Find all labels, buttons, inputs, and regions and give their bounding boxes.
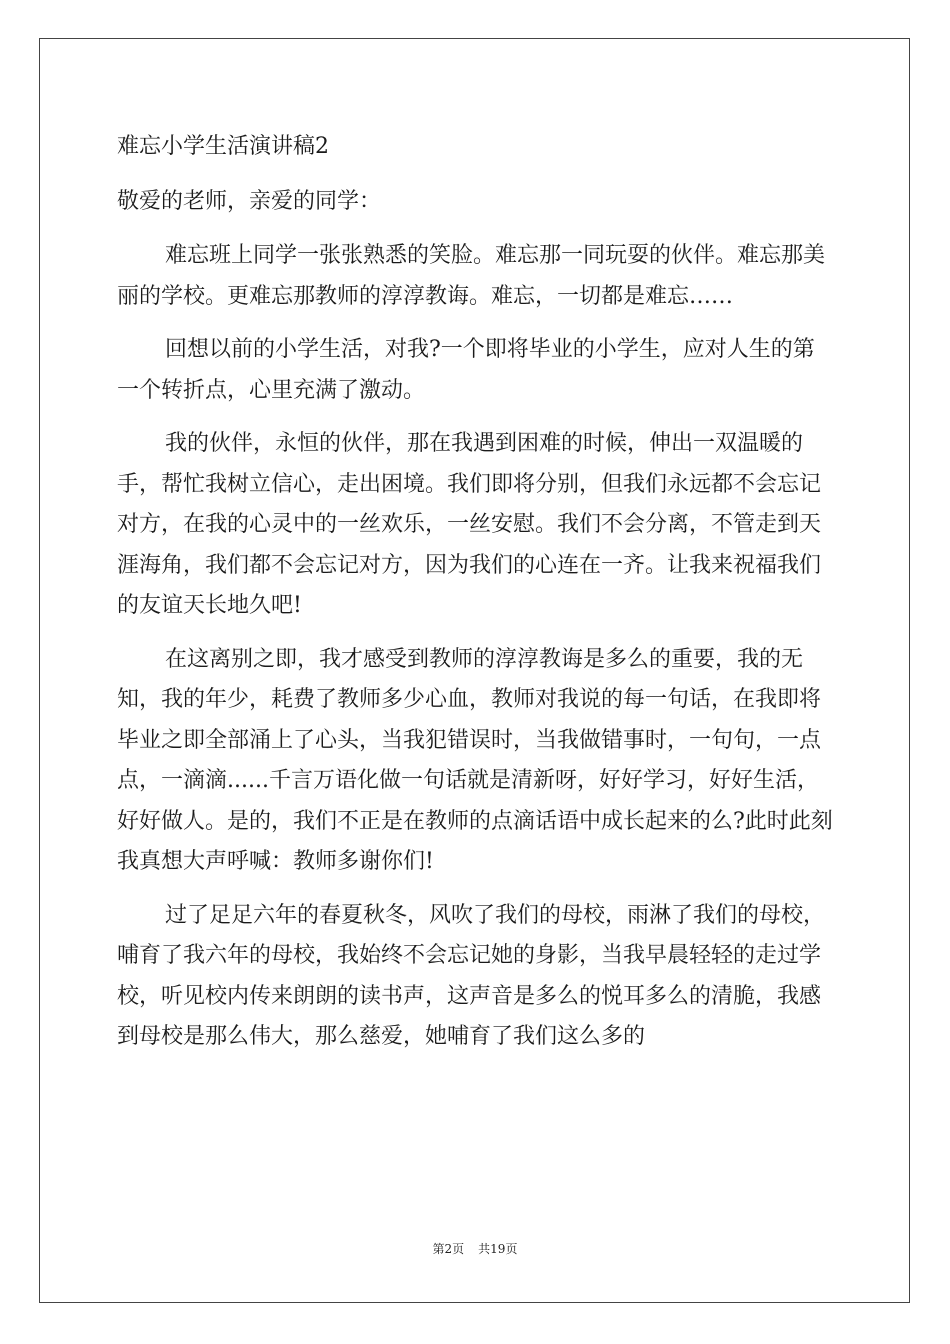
page-footer xyxy=(0,1241,950,1257)
greeting-line: 敬爱的老师，亲爱的同学： xyxy=(117,189,382,214)
paragraph: 过了足足六年的春夏秋冬，风吹了我们的母校，雨淋了我们的母校，哺育了我六年的母校，我始终不会忘记她的身影，当我早晨轻轻的走过学校，听见校内传来朗朗的读书声，这声音是多么的悦耳多么的清脆，我感到母校是那么伟大，那么慈爱，她哺育了我们这么多的 xyxy=(117,902,826,1049)
paragraph: 难忘班上同学一张张熟悉的笑脸。难忘那一同玩耍的伙伴。难忘那美丽的学校。更难忘那教师的淳淳教诲。难忘，一切都是难忘…… xyxy=(117,243,826,309)
document-title: 难忘小学生活演讲稿2 xyxy=(117,134,329,159)
page-number: 第2页 xyxy=(432,1242,465,1256)
document-body xyxy=(117,127,833,1058)
total-pages: 共19页 xyxy=(478,1242,518,1256)
paragraph: 我的伙伴，永恒的伙伴，那在我遇到困难的时候，伸出一双温暖的手，帮忙我树立信心，走出困境。我们即将分别，但我们永远都不会忘记对方，在我的心灵中的一丝欢乐，一丝安慰。我们不会分离，不管走到天涯海角，我们都不会忘记对方，因为我们的心连在一齐。让我来祝福我们的友谊天长地久吧! xyxy=(117,431,822,618)
paragraph: 回想以前的小学生活，对我?一个即将毕业的小学生，应对人生的第一个转折点，心里充满了激动。 xyxy=(117,337,815,403)
paragraph: 在这离别之即，我才感受到教师的淳淳教诲是多么的重要，我的无知，我的年少，耗费了教师多少心血，教师对我说的每一句话，在我即将毕业之即全部涌上了心头，当我犯错误时，当我做错事时，一句句，一点点，一滴滴......千言万语化做一句话就是清新呀，好好学习，好好生活，好好做人。是的，我们不正是在教师的点滴话语中成长起来的么?此时此刻我真想大声呼喊：教师多谢你们! xyxy=(117,646,833,874)
